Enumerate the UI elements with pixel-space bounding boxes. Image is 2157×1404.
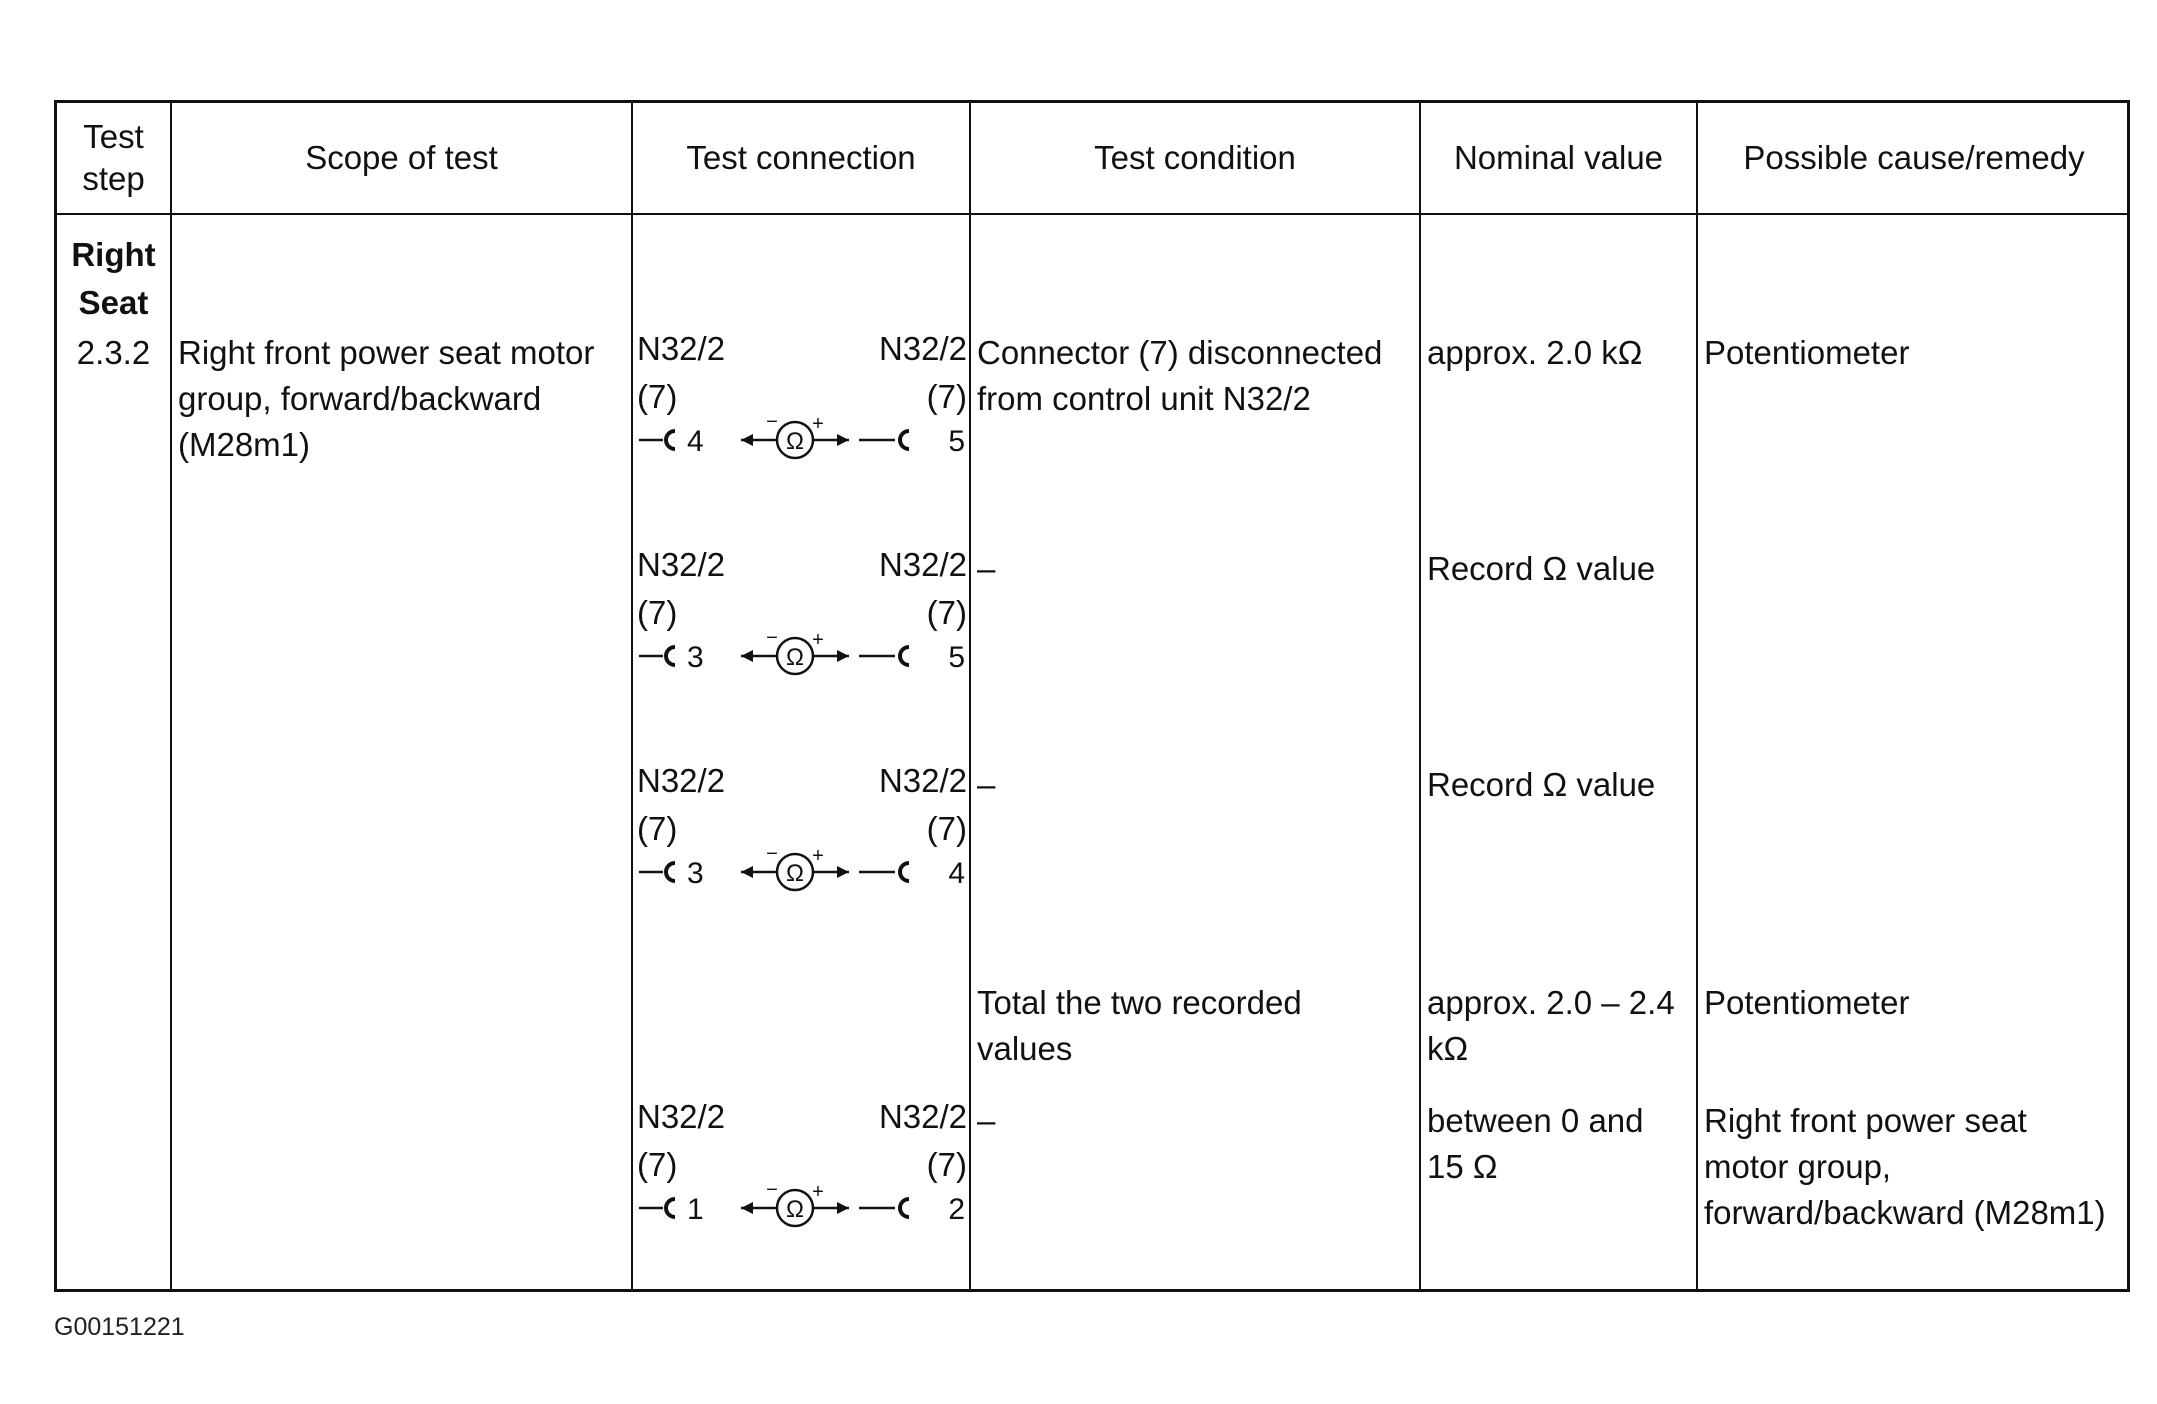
plus-sign: + [812,418,824,435]
test-connection [637,330,967,470]
nominal-value: approx. 2.0 kΩ [1427,334,1643,371]
test-connection [637,762,967,902]
test-table [54,100,2130,1292]
ohmmeter-symbol [637,634,967,684]
left-pin-number: 3 [687,641,704,674]
right-unit-label: N32/2 [878,330,967,367]
header-test-step: Test step [82,118,145,197]
column-divider [1419,103,1421,1289]
ohmmeter-symbol [637,850,967,900]
arrow-right-icon [837,650,849,662]
ohm-symbol: Ω [786,644,804,671]
test-condition: – [977,766,996,803]
left-pin-number: 4 [687,425,704,458]
left-unit-label: N32/2 [637,330,726,367]
left-unit-label: N32/2 [637,546,726,583]
condition-line: Connector (7) disconnected [977,334,1383,371]
scope-line: (M28m1) [178,426,311,463]
plus-sign: + [812,850,824,867]
left-connector-label: (7) [637,810,678,847]
column-divider [170,103,172,1289]
nominal-line: 15 Ω [1427,1148,1498,1185]
minus-sign: − [766,1186,778,1201]
possible-cause: Potentiometer [1704,984,1910,1021]
condition-line: values [977,1030,1073,1067]
nominal-line: between 0 and [1427,1102,1644,1139]
column-divider [1696,103,1698,1289]
left-connector-label: (7) [637,594,678,631]
header-cause: Possible cause/remedy [1743,139,2085,176]
right-socket-icon [900,431,909,449]
minus-sign: − [766,418,778,433]
ohmmeter-symbol [637,418,967,468]
scope-text [178,330,594,468]
nominal-line: approx. 2.0 – 2.4 [1427,984,1675,1021]
right-connector-label: (7) [926,1146,967,1183]
right-pin-number: 5 [948,425,965,458]
header-connection: Test connection [686,139,916,176]
arrow-right-icon [837,866,849,878]
left-socket-icon [666,431,675,449]
left-pin-number: 3 [687,857,704,890]
nominal-value: Record Ω value [1427,550,1656,587]
right-socket-icon [900,647,909,665]
test-condition: – [977,550,996,587]
right-pin-number: 2 [948,1193,965,1226]
possible-cause: Potentiometer [1704,334,1910,371]
ohmmeter-symbol [637,1186,967,1236]
right-pin-number: 5 [948,641,965,674]
header-nominal: Nominal value [1453,139,1664,176]
right-unit-label: N32/2 [878,546,967,583]
ohm-symbol: Ω [786,1196,804,1223]
right-pin-number: 4 [948,857,965,890]
left-socket-icon [666,647,675,665]
condition-line: from control unit N32/2 [977,380,1311,417]
possible-cause [1704,1098,2106,1236]
cause-line: forward/backward (M28m1) [1704,1194,2106,1231]
arrow-right-icon [837,1202,849,1214]
right-socket-icon [900,863,909,881]
test-condition [977,980,1302,1072]
nominal-line: kΩ [1427,1030,1469,1067]
left-connector-label: (7) [637,1146,678,1183]
arrow-left-icon [741,434,753,446]
right-socket-icon [900,1199,909,1217]
right-connector-label: (7) [926,378,967,415]
arrow-left-icon [741,650,753,662]
left-connector-label: (7) [637,378,678,415]
right-unit-label: N32/2 [878,762,967,799]
test-connection [637,546,967,686]
right-connector-label: (7) [926,594,967,631]
condition-line: Total the two recorded [977,984,1302,1021]
arrow-left-icon [741,1202,753,1214]
plus-sign: + [812,634,824,651]
ohm-symbol: Ω [786,428,804,455]
nominal-value [1427,980,1675,1072]
header-scope: Scope of test [305,139,498,176]
figure-id: G00151221 [54,1313,185,1341]
cause-line: Right front power seat [1704,1102,2027,1139]
header-condition: Test condition [1094,139,1296,176]
left-socket-icon [666,863,675,881]
left-unit-label: N32/2 [637,762,726,799]
section-label-line: Seat [78,284,149,321]
right-connector-label: (7) [926,810,967,847]
minus-sign: − [766,634,778,649]
section-label-line: Right [71,236,156,273]
minus-sign: − [766,850,778,865]
test-condition [977,330,1382,422]
left-pin-number: 1 [687,1193,704,1226]
cause-line: motor group, [1704,1148,1892,1185]
nominal-value [1427,1098,1644,1190]
test-connection [637,1098,967,1238]
left-unit-label: N32/2 [637,1098,726,1135]
scope-line: Right front power seat motor [178,334,595,371]
nominal-value: Record Ω value [1427,766,1656,803]
test-condition: – [977,1102,996,1139]
arrow-right-icon [837,434,849,446]
left-socket-icon [666,1199,675,1217]
arrow-left-icon [741,866,753,878]
column-divider [631,103,633,1289]
section-label [57,231,170,327]
column-divider [969,103,971,1289]
scope-line: group, forward/backward [178,380,542,417]
header-divider [57,213,2127,215]
step-number: 2.3.2 [76,334,151,371]
plus-sign: + [812,1186,824,1203]
ohm-symbol: Ω [786,860,804,887]
right-unit-label: N32/2 [878,1098,967,1135]
